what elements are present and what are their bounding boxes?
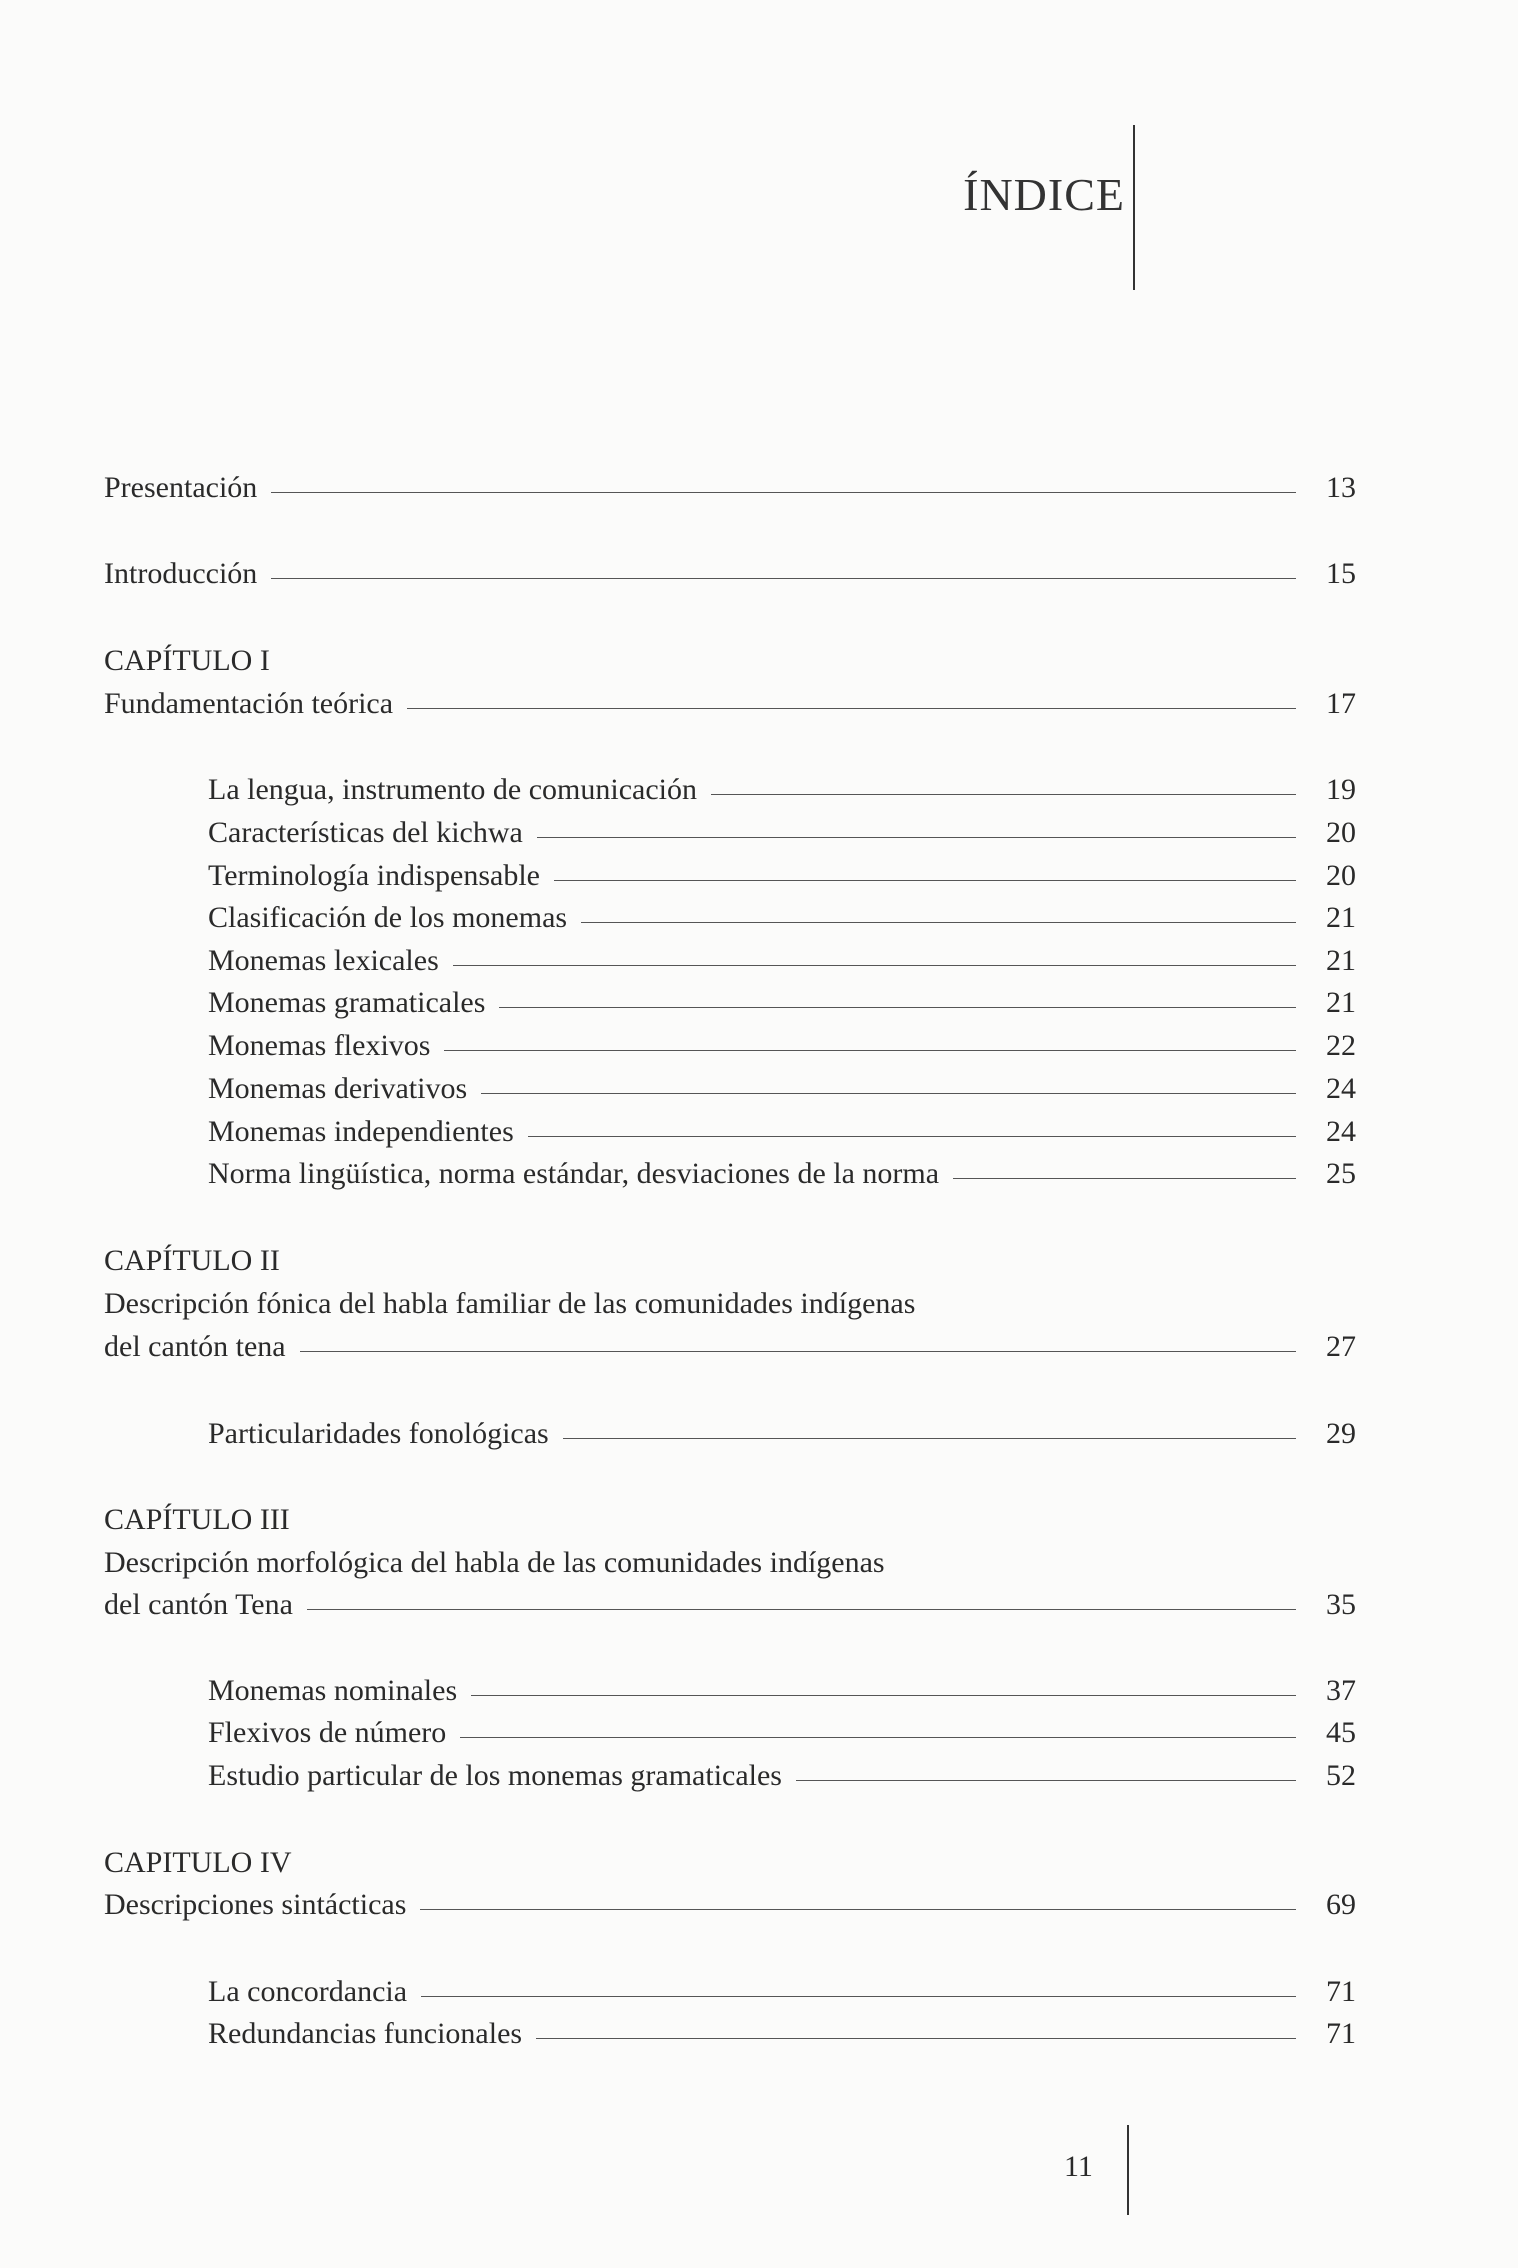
- leader-line: [307, 1609, 1296, 1610]
- toc-entry-page: 20: [1326, 816, 1356, 849]
- toc-entry-page: 15: [1326, 557, 1356, 590]
- toc-subentry[interactable]: [208, 1114, 1356, 1150]
- toc-entry-page: 20: [1326, 859, 1356, 892]
- chapter-heading: CAPITULO IV: [104, 1846, 292, 1879]
- chapter-title: Fundamentación teórica: [104, 687, 394, 720]
- toc-subentry[interactable]: [208, 943, 1356, 979]
- toc-entry-page: 13: [1326, 471, 1356, 504]
- toc-entry-label: Monemas nominales: [208, 1674, 458, 1707]
- chapter-heading: CAPÍTULO III: [104, 1503, 290, 1536]
- toc-entry-label: Presentación: [104, 471, 258, 504]
- chapter-title-entry[interactable]: [104, 1887, 1356, 1923]
- chapter-heading: CAPÍTULO I: [104, 644, 270, 677]
- toc-entry-page: 21: [1326, 986, 1356, 1019]
- toc-entry-page: 24: [1326, 1072, 1356, 1105]
- toc-entry-page: 25: [1326, 1157, 1356, 1190]
- toc-subentry[interactable]: [208, 1974, 1356, 2010]
- toc-entry-label: Clasificación de los monemas: [208, 901, 568, 934]
- leader-line: [554, 880, 1296, 881]
- leader-line: [271, 492, 1296, 493]
- toc-entry-label: Monemas independientes: [208, 1115, 514, 1148]
- leader-line: [536, 2038, 1296, 2039]
- toc-entry-page: 71: [1326, 2017, 1356, 2050]
- toc-entry-page: 69: [1326, 1888, 1356, 1921]
- toc-entry-page: 24: [1326, 1115, 1356, 1148]
- toc-entry-label: Redundancias funcionales: [208, 2017, 523, 2050]
- toc-entry-label: Monemas flexivos: [208, 1029, 431, 1062]
- toc-subentry[interactable]: [208, 985, 1356, 1021]
- footer-vertical-rule: [1127, 2125, 1129, 2215]
- leader-line: [528, 1136, 1296, 1137]
- toc-subentry[interactable]: [208, 1156, 1356, 1192]
- leader-line: [953, 1178, 1296, 1179]
- toc-subentry[interactable]: [208, 1673, 1356, 1709]
- leader-line: [481, 1093, 1296, 1094]
- leader-line: [300, 1351, 1296, 1352]
- leader-line: [471, 1695, 1296, 1696]
- chapter-title-line: Descripción fónica del habla familiar de las comunidades indígenas: [104, 1287, 916, 1320]
- toc-subentry[interactable]: [208, 1028, 1356, 1064]
- toc-entry-page: 52: [1326, 1759, 1356, 1792]
- chapter-title-entry[interactable]: [104, 1587, 1356, 1623]
- leader-line: [796, 1780, 1296, 1781]
- chapter-title-line: Descripción morfológica del habla de las comunidades indígenas: [104, 1546, 885, 1579]
- toc-entry-page: 29: [1326, 1417, 1356, 1450]
- toc-subentry[interactable]: [208, 772, 1356, 808]
- toc-entry-page: 17: [1326, 687, 1356, 720]
- leader-line: [453, 965, 1296, 966]
- toc-entry-label: La lengua, instrumento de comunicación: [208, 773, 698, 806]
- toc-entry-page: 21: [1326, 901, 1356, 934]
- toc-entry-introduccion[interactable]: [104, 556, 1356, 592]
- toc-entry-page: 35: [1326, 1588, 1356, 1621]
- leader-line: [444, 1050, 1296, 1051]
- leader-line: [537, 837, 1296, 838]
- toc-entry-label: Norma lingüística, norma estándar, desviaciones de la norma: [208, 1157, 940, 1190]
- chapter-title: del cantón Tena: [104, 1588, 293, 1621]
- leader-line: [271, 578, 1296, 579]
- toc-subentry[interactable]: [208, 1758, 1356, 1794]
- chapter-title-entry[interactable]: [104, 1329, 1356, 1365]
- toc-entry-label: Particularidades fonológicas: [208, 1417, 549, 1450]
- leader-line: [421, 1996, 1296, 1997]
- toc-entry-label: Monemas derivativos: [208, 1072, 468, 1105]
- leader-line: [407, 708, 1296, 709]
- toc-entry-page: 71: [1326, 1975, 1356, 2008]
- leader-line: [563, 1438, 1296, 1439]
- toc-entry-page: 45: [1326, 1716, 1356, 1749]
- leader-line: [581, 922, 1296, 923]
- toc-entry-label: Estudio particular de los monemas gramaticales: [208, 1759, 782, 1792]
- chapter-title: del cantón tena: [104, 1330, 286, 1363]
- leader-line: [460, 1737, 1296, 1738]
- toc-entry-page: 21: [1326, 944, 1356, 977]
- chapter-title: Descripciones sintácticas: [104, 1888, 407, 1921]
- toc-subentry[interactable]: [208, 900, 1356, 936]
- page-title: ÍNDICE: [963, 169, 1125, 220]
- toc-subentry[interactable]: [208, 1715, 1356, 1751]
- toc-subentry[interactable]: [208, 2016, 1356, 2052]
- toc-entry-label: La concordancia: [208, 1975, 408, 2008]
- leader-line: [711, 794, 1296, 795]
- title-vertical-rule: [1133, 125, 1135, 290]
- page-number: 11: [1064, 2150, 1093, 2183]
- toc-entry-label: Monemas lexicales: [208, 944, 439, 977]
- toc-entry-label: Características del kichwa: [208, 816, 523, 849]
- toc-entry-label: Introducción: [104, 557, 258, 590]
- toc-entry-page: 27: [1326, 1330, 1356, 1363]
- toc-entry-label: Terminología indispensable: [208, 859, 540, 892]
- toc-subentry[interactable]: [208, 1071, 1356, 1107]
- chapter-heading: CAPÍTULO II: [104, 1244, 280, 1277]
- toc-subentry[interactable]: [208, 858, 1356, 894]
- toc-entry-presentacion[interactable]: [104, 470, 1356, 506]
- toc-entry-label: Flexivos de número: [208, 1716, 447, 1749]
- toc-subentry[interactable]: [208, 815, 1356, 851]
- leader-line: [499, 1007, 1296, 1008]
- toc-entry-page: 37: [1326, 1674, 1356, 1707]
- chapter-title-entry[interactable]: [104, 686, 1356, 722]
- toc-subentry[interactable]: [208, 1416, 1356, 1452]
- toc-entry-page: 22: [1326, 1029, 1356, 1062]
- leader-line: [420, 1909, 1296, 1910]
- toc-entry-label: Monemas gramaticales: [208, 986, 486, 1019]
- toc-entry-page: 19: [1326, 773, 1356, 806]
